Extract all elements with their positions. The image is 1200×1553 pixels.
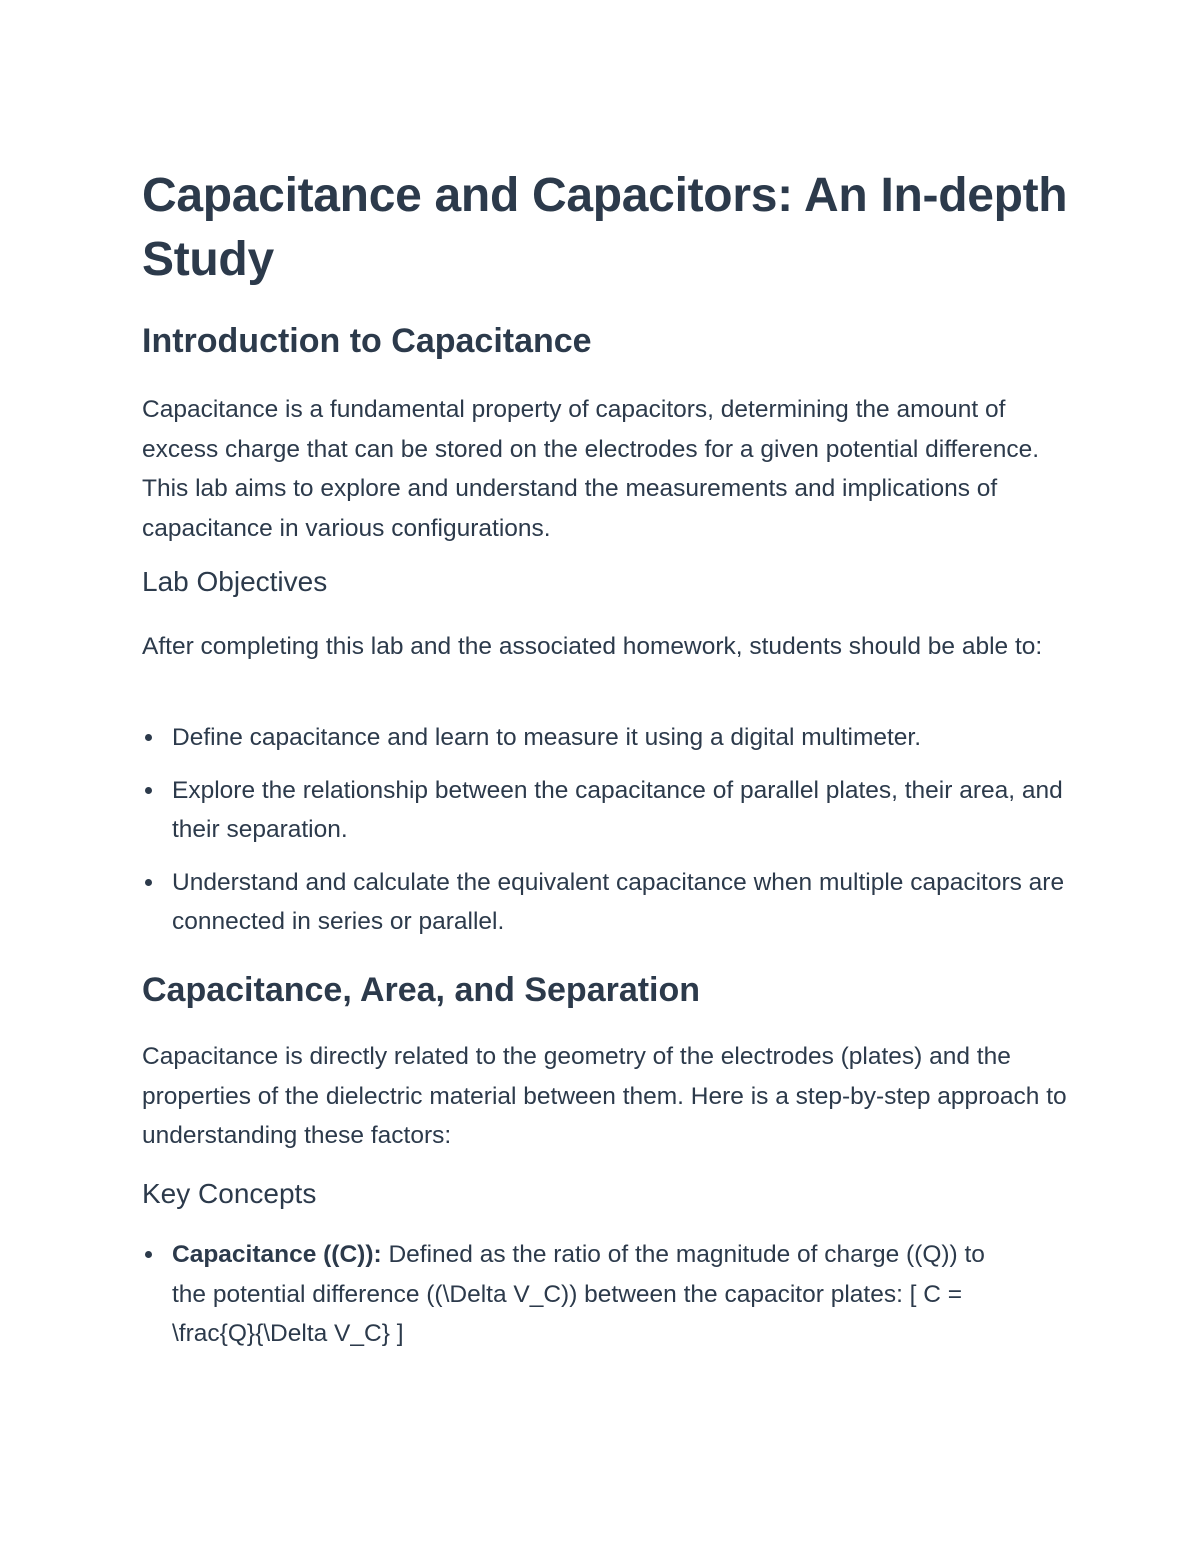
objectives-list (142, 718, 1072, 955)
objectives-intro-paragraph: After completing this lab and the associated homework, students should be able to: (142, 633, 1043, 660)
intro-paragraph: Capacitance is a fundamental property of capacitors, determining the amount of excess charge that can be stored on the electrodes for a given potential difference. This lab aims to explore and understand the measurements and implications of capacitance in various configurations. (142, 396, 1040, 542)
list-item: Define capacitance and learn to measure it using a digital multimeter. (142, 718, 1072, 758)
list-item: Understand and calculate the equivalent capacitance when multiple capacitors are connected in series or parallel. (142, 863, 1072, 942)
list-item (142, 1235, 1022, 1354)
key-concepts-list (142, 1235, 1022, 1354)
subheading-key-concepts: Key Concepts (142, 1178, 317, 1209)
concept-term: Capacitance ((C)): (172, 1241, 382, 1268)
section-heading-area-separation: Capacitance, Area, and Separation (142, 971, 701, 1009)
page-title: Capacitance and Capacitors: An In-depth Study (142, 169, 1068, 286)
list-item: Explore the relationship between the capacitance of parallel plates, their area, and their separation. (142, 771, 1072, 850)
subheading-lab-objectives: Lab Objectives (142, 566, 328, 597)
section-heading-introduction: Introduction to Capacitance (142, 322, 592, 360)
concept-definition: Defined as the ratio of the magnitude of charge ((Q)) to the potential difference ((\Delta V_C)) between the capacitor plates: [ C = \frac{Q}{\Delta V_C} ] (172, 1241, 985, 1347)
geometry-paragraph: Capacitance is directly related to the geometry of the electrodes (plates) and the properties of the dielectric material between them. Here is a step-by-step approach to understanding these factors: (142, 1043, 1067, 1149)
